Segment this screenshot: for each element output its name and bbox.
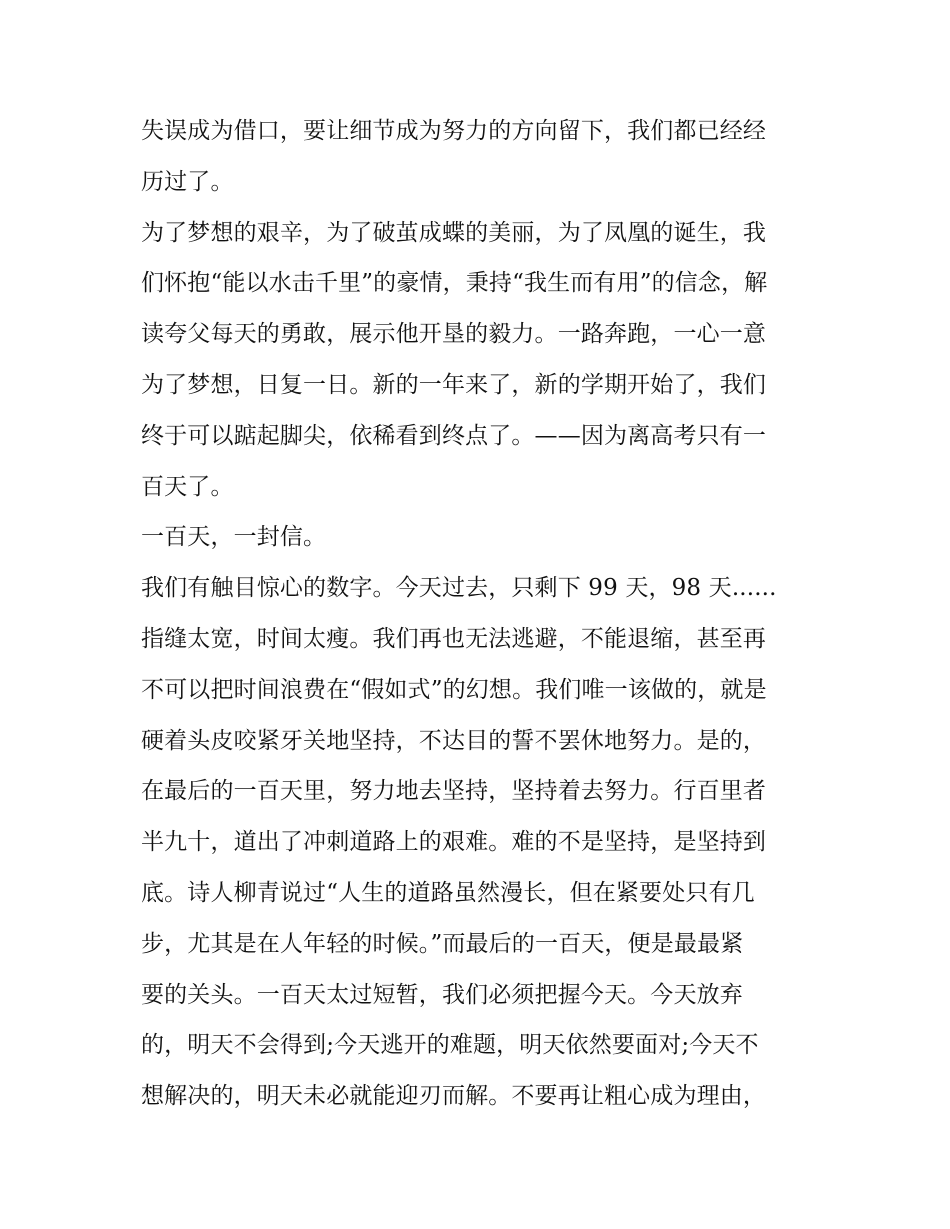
- text-line: 想解决的，明天未必就能迎刃而解。不要再让粗心成为理由，: [141, 1083, 767, 1110]
- text-line: 终于可以踮起脚尖，依稀看到终点了。——因为离高考只有一: [141, 422, 767, 449]
- text-line: 失误成为借口，要让细节成为努力的方向留下，我们都已经经: [141, 118, 767, 144]
- text-line: 读夸父每天的勇敢，展示他开垦的毅力。一路奔跑，一心一意: [141, 321, 767, 348]
- text-line: 历过了。: [141, 168, 234, 195]
- text-line: 百天了。: [141, 473, 234, 500]
- text-line: 硬着头皮咬紧牙关地坚持，不达目的誓不罢休地努力。是的，: [141, 727, 767, 754]
- text-line: 一百天，一封信。: [141, 524, 327, 551]
- text-line: 步，尤其是在人年轻的时候。”而最后的一百天，便是最最紧: [141, 930, 744, 957]
- text-line: 在最后的一百天里，努力地去坚持，坚持着去努力。行百里者: [141, 778, 767, 805]
- text-line: 不可以把时间浪费在“假如式”的幻想。我们唯一该做的，就是: [141, 676, 767, 703]
- text-line: 的，明天不会得到;今天逃开的难题，明天依然要面对;今天不: [141, 1032, 759, 1059]
- text-line: 指缝太宽，时间太瘦。我们再也无法逃避，不能退缩，甚至再: [141, 625, 767, 652]
- body-text: [141, 106, 831, 1122]
- text-line: 为了梦想的艰辛，为了破茧成蝶的美丽，为了凤凰的诞生，我: [141, 219, 767, 246]
- text-line: 们怀抱“能以水击千里”的豪情，秉持“我生而有用”的信念，解: [141, 270, 768, 297]
- text-line: 半九十，道出了冲刺道路上的艰难。难的不是坚持，是坚持到: [141, 829, 767, 856]
- text-line: 为了梦想，日复一日。新的一年来了，新的学期开始了，我们: [141, 371, 767, 398]
- text-line: 底。诗人柳青说过“人生的道路虽然漫长，但在紧要处只有几: [141, 879, 755, 906]
- text-line: 我们有触目惊心的数字。今天过去，只剩下 99 天，98 天......: [141, 575, 777, 602]
- text-line: 要的关头。一百天太过短暂，我们必须把握今天。今天放弃: [141, 981, 743, 1008]
